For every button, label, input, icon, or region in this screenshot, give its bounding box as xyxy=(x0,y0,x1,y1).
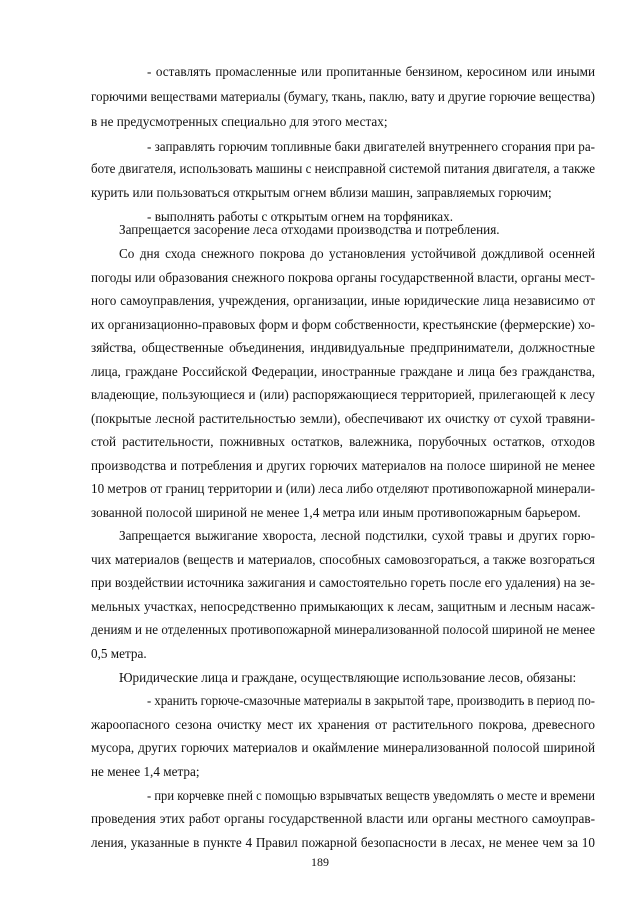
text-line: погоды или образования снежного покрова органы государственной власти, органы мест- xyxy=(91,270,595,285)
text-line: владеющие, пользующиеся и (или) распоряжающиеся территорией, прилегающей к лесу xyxy=(91,387,595,402)
text-line: - хранить горюче-смазочные материалы в закрытой таре, производить в период по- xyxy=(147,693,595,708)
text-line: проведения этих работ органы государственной власти или органы местного самоуправ- xyxy=(91,811,595,826)
text-line: стой растительности, пожнивных остатков, валежника, порубочных остатков, отходов xyxy=(91,434,595,449)
text-line: производства и потребления и других горючих материалов на полосе шириной не менее xyxy=(91,458,595,473)
text-line: Запрещается засорение леса отходами производства и потребления. xyxy=(119,222,500,237)
text-line: жароопасного сезона очистку мест их хранения от растительного покрова, древесного xyxy=(91,717,595,732)
text-line: лица, граждане Российской Федерации, иностранные граждане и лица без гражданства, xyxy=(91,364,595,379)
text-line: Юридические лица и граждане, осуществляющие использование лесов, обязаны: xyxy=(119,670,577,685)
text-line: дениям и не отделенных противопожарной минерализованной полосой шириной не менее xyxy=(91,622,595,637)
text-line: ления, указанные в пункте 4 Правил пожарной безопасности в лесах, не менее чем за 10 xyxy=(91,835,595,850)
text-line: 10 метров от границ территории и (или) леса либо отделяют противопожарной минерали- xyxy=(91,481,595,496)
text-line: не менее 1,4 метра; xyxy=(91,764,200,779)
text-line: боте двигателя, использовать машины с неисправной системой питания двигателя, а также xyxy=(91,161,595,176)
text-line: зованной полосой шириной не менее 1,4 метра или иным противопожарным барьером. xyxy=(91,505,581,520)
text-line: Со дня схода снежного покрова до установления устойчивой дождливой осенней xyxy=(119,246,595,261)
text-line: (покрытые лесной растительностью земли), обеспечивают их очистку от сухой травяни- xyxy=(91,411,595,426)
text-line: Запрещается выжигание хвороста, лесной подстилки, сухой травы и других горю- xyxy=(119,528,595,543)
text-line: при воздействии источника зажигания и самостоятельно гореть после его удаления) на зе- xyxy=(91,575,595,590)
text-line: - при корчевке пней с помощью взрывчатых веществ уведомлять о месте и времени xyxy=(147,788,595,803)
text-line: - заправлять горючим топливные баки двигателей внутреннего сгорания при ра- xyxy=(147,139,595,154)
text-line: их организационно-правовых форм и форм собственности, крестьянские (фермерские) хо- xyxy=(91,317,595,332)
text-line: 0,5 метра. xyxy=(91,646,147,661)
text-line: зяйства, общественные объединения, индивидуальные предприниматели, должностные xyxy=(91,340,595,355)
page-number: 189 xyxy=(311,855,329,869)
text-line: в не предусмотренных специально для этого местах; xyxy=(91,114,388,129)
text-line: горючими веществами материалы (бумагу, ткань, паклю, вату и другие горючие вещества) xyxy=(91,89,595,104)
text-line: мельных участках, непосредственно примыкающих к лесам, защитным и лесным насаж- xyxy=(91,599,595,614)
text-line: мусора, других горючих материалов и окаймление минерализованной полосой шириной xyxy=(91,740,595,755)
text-line: чих материалов (веществ и материалов, способных самовозгораться, а также возгораться xyxy=(91,552,595,567)
text-line: ного самоуправления, учреждения, организации, иные юридические лица независимо от xyxy=(91,293,595,308)
text-line: курить или пользоваться открытым огнем вблизи машин, заправляемых горючим; xyxy=(91,185,552,200)
text-line: - выполнять работы с открытым огнем на торфяниках. xyxy=(147,209,454,224)
text-line: - оставлять промасленные или пропитанные бензином, керосином или иными xyxy=(147,64,595,79)
